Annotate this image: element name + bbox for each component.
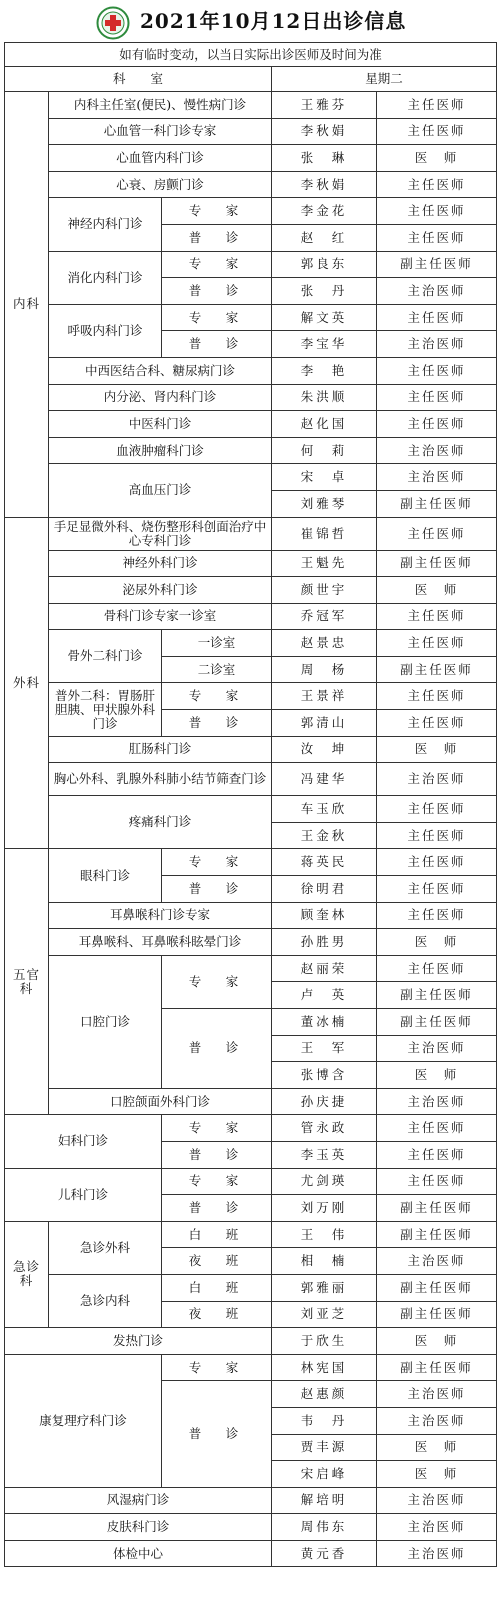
table-row <box>5 384 497 411</box>
type-cell: 普 诊 <box>162 1381 272 1487</box>
doctor-cell: 解培明 <box>272 1487 377 1514</box>
type-cell: 一诊室 <box>162 630 272 657</box>
table-row <box>5 763 497 796</box>
type-cell: 专 家 <box>162 304 272 331</box>
table-row <box>5 1354 497 1381</box>
table-row <box>5 251 497 278</box>
table-row <box>5 464 497 491</box>
dept-cell: 神经外科门诊 <box>49 550 272 577</box>
type-cell: 二诊室 <box>162 656 272 683</box>
doctor-cell: 徐明君 <box>272 876 377 903</box>
dept-cell: 疼痛科门诊 <box>49 796 272 849</box>
type-cell: 夜 班 <box>162 1301 272 1328</box>
type-cell: 专 家 <box>162 955 272 1008</box>
title-cell: 主治医师 <box>377 331 497 358</box>
table-row <box>5 929 497 956</box>
table-row <box>5 437 497 464</box>
doctor-cell: 管永政 <box>272 1115 377 1142</box>
title-cell: 医 师 <box>377 577 497 604</box>
doctor-cell: 于欣生 <box>272 1328 377 1355</box>
doctor-cell: 汝 坤 <box>272 736 377 763</box>
doctor-cell: 赵景忠 <box>272 630 377 657</box>
doctor-cell: 贾丰源 <box>272 1434 377 1461</box>
title-cell: 主任医师 <box>377 1115 497 1142</box>
doctor-cell: 颜世宇 <box>272 577 377 604</box>
dept-cell: 风湿病门诊 <box>5 1487 272 1514</box>
type-cell: 夜 班 <box>162 1248 272 1275</box>
group-cell-neike: 内科 <box>5 92 49 518</box>
doctor-cell: 刘亚芝 <box>272 1301 377 1328</box>
doctor-cell: 王金秋 <box>272 822 377 849</box>
title-cell: 副主任医师 <box>377 1274 497 1301</box>
dept-cell: 肛肠科门诊 <box>49 736 272 763</box>
dept-cell: 手足显微外科、烧伤整形科创面治疗中心专科门诊 <box>49 517 272 550</box>
doctor-cell: 周 杨 <box>272 656 377 683</box>
doctor-cell: 张 琳 <box>272 145 377 172</box>
type-cell: 专 家 <box>162 1168 272 1195</box>
notice-row <box>5 43 497 67</box>
table-row <box>5 1274 497 1301</box>
table-row <box>5 902 497 929</box>
title-cell: 主治医师 <box>377 1540 497 1567</box>
table-row <box>5 603 497 630</box>
type-cell: 白 班 <box>162 1221 272 1248</box>
doctor-cell: 李宝华 <box>272 331 377 358</box>
table-row <box>5 145 497 172</box>
doctor-cell: 林宪国 <box>272 1354 377 1381</box>
doctor-cell: 王 伟 <box>272 1221 377 1248</box>
table-row <box>5 955 497 982</box>
title-cell: 主治医师 <box>377 1381 497 1408</box>
doctor-cell: 董冰楠 <box>272 1009 377 1036</box>
title-cell: 主任医师 <box>377 822 497 849</box>
title-cell: 主治医师 <box>377 1514 497 1541</box>
title-cell: 副主任医师 <box>377 1354 497 1381</box>
doctor-cell: 黄元香 <box>272 1540 377 1567</box>
table-row <box>5 92 497 119</box>
table-row <box>5 1088 497 1115</box>
notice-text: 如有临时变动，以当日实际出诊医师及时间为准 <box>5 43 497 67</box>
type-cell: 普 诊 <box>162 1195 272 1222</box>
title-cell: 主任医师 <box>377 517 497 550</box>
doctor-cell: 孙庆捷 <box>272 1088 377 1115</box>
table-row <box>5 1540 497 1567</box>
table-row <box>5 1221 497 1248</box>
header-row <box>5 67 497 92</box>
table-row <box>5 1328 497 1355</box>
title-cell: 副主任医师 <box>377 251 497 278</box>
doctor-cell: 王景祥 <box>272 683 377 710</box>
title-cell: 副主任医师 <box>377 1009 497 1036</box>
doctor-cell: 车玉欣 <box>272 796 377 823</box>
title-cell: 医 师 <box>377 1328 497 1355</box>
doctor-cell: 崔锦哲 <box>272 517 377 550</box>
title-cell: 副主任医师 <box>377 982 497 1009</box>
table-row <box>5 796 497 823</box>
dept-cell: 妇科门诊 <box>5 1115 162 1168</box>
dept-cell: 皮肤科门诊 <box>5 1514 272 1541</box>
type-cell: 白 班 <box>162 1274 272 1301</box>
dept-cell: 体检中心 <box>5 1540 272 1567</box>
doctor-cell: 冯建华 <box>272 763 377 796</box>
doctor-cell: 赵 红 <box>272 224 377 251</box>
table-row <box>5 849 497 876</box>
doctor-cell: 何 莉 <box>272 437 377 464</box>
dept-cell: 消化内科门诊 <box>49 251 162 304</box>
title-cell: 副主任医师 <box>377 490 497 517</box>
title-cell: 主治医师 <box>377 1248 497 1275</box>
doctor-cell: 张 丹 <box>272 278 377 305</box>
doctor-cell: 相 楠 <box>272 1248 377 1275</box>
dept-cell: 呼吸内科门诊 <box>49 304 162 357</box>
dept-cell: 内科主任室(便民)、慢性病门诊 <box>49 92 272 119</box>
title-cell: 主任医师 <box>377 683 497 710</box>
title-cell: 主任医师 <box>377 1141 497 1168</box>
doctor-cell: 尤剑瑛 <box>272 1168 377 1195</box>
doctor-cell: 李秋娟 <box>272 118 377 145</box>
table-row <box>5 198 497 225</box>
doctor-cell: 卢 英 <box>272 982 377 1009</box>
doctor-cell: 刘雅琴 <box>272 490 377 517</box>
doctor-cell: 王雅芬 <box>272 92 377 119</box>
doctor-cell: 韦 丹 <box>272 1407 377 1434</box>
title-cell: 医 师 <box>377 1461 497 1488</box>
title-cell: 主任医师 <box>377 849 497 876</box>
schedule-table <box>4 42 497 1567</box>
doctor-cell: 赵丽荣 <box>272 955 377 982</box>
title-cell: 主任医师 <box>377 411 497 438</box>
doctor-cell: 李 艳 <box>272 357 377 384</box>
dept-cell: 高血压门诊 <box>49 464 272 517</box>
dept-cell: 中西医结合科、糖尿病门诊 <box>49 357 272 384</box>
table-row <box>5 1487 497 1514</box>
dept-cell: 儿科门诊 <box>5 1168 162 1221</box>
table-row <box>5 683 497 710</box>
dept-cell: 血液肿瘤科门诊 <box>49 437 272 464</box>
group-cell-wuguan: 五官科 <box>5 849 49 1115</box>
title-cell: 主任医师 <box>377 224 497 251</box>
dept-cell: 泌尿外科门诊 <box>49 577 272 604</box>
title-cell: 主任医师 <box>377 603 497 630</box>
type-cell: 普 诊 <box>162 1009 272 1089</box>
type-cell: 专 家 <box>162 1354 272 1381</box>
title-cell: 主任医师 <box>377 955 497 982</box>
title-cell: 主治医师 <box>377 763 497 796</box>
page-title: 2021年10月12日出诊信息 <box>140 9 407 33</box>
title-cell: 主治医师 <box>377 464 497 491</box>
table-row <box>5 304 497 331</box>
title-cell: 医 师 <box>377 736 497 763</box>
doctor-cell: 王 军 <box>272 1035 377 1062</box>
title-cell: 主任医师 <box>377 876 497 903</box>
table-row <box>5 171 497 198</box>
title-cell: 副主任医师 <box>377 1301 497 1328</box>
group-cell-waike: 外科 <box>5 517 49 849</box>
dept-cell: 急诊外科 <box>49 1221 162 1274</box>
column-header-dept: 科 室 <box>5 67 272 92</box>
type-cell: 专 家 <box>162 1115 272 1142</box>
title-cell: 医 师 <box>377 929 497 956</box>
doctor-cell: 孙胜男 <box>272 929 377 956</box>
group-cell-jizhen: 急诊科 <box>5 1221 49 1327</box>
dept-cell: 口腔颌面外科门诊 <box>49 1088 272 1115</box>
doctor-cell: 蒋英民 <box>272 849 377 876</box>
dept-cell: 心血管内科门诊 <box>49 145 272 172</box>
title-cell: 主任医师 <box>377 796 497 823</box>
doctor-cell: 顾奎林 <box>272 902 377 929</box>
doctor-cell: 郭清山 <box>272 710 377 737</box>
title-cell: 主任医师 <box>377 902 497 929</box>
dept-cell: 骨科门诊专家一诊室 <box>49 603 272 630</box>
dept-cell: 急诊内科 <box>49 1274 162 1327</box>
doctor-cell: 李秋娟 <box>272 171 377 198</box>
type-cell: 专 家 <box>162 849 272 876</box>
dept-cell: 神经内科门诊 <box>49 198 162 251</box>
title-cell: 主任医师 <box>377 198 497 225</box>
dept-cell: 骨外二科门诊 <box>49 630 162 683</box>
table-row <box>5 1115 497 1142</box>
table-row <box>5 577 497 604</box>
table-row <box>5 736 497 763</box>
type-cell: 专 家 <box>162 683 272 710</box>
doctor-cell: 赵惠颜 <box>272 1381 377 1408</box>
doctor-cell: 解文英 <box>272 304 377 331</box>
type-cell: 普 诊 <box>162 278 272 305</box>
doctor-cell: 张博含 <box>272 1062 377 1089</box>
dept-cell: 胸心外科、乳腺外科肺小结节筛查门诊 <box>49 763 272 796</box>
title-cell: 主任医师 <box>377 384 497 411</box>
title-cell: 主任医师 <box>377 304 497 331</box>
doctor-cell: 李金花 <box>272 198 377 225</box>
dept-cell: 耳鼻喉科、耳鼻喉科眩晕门诊 <box>49 929 272 956</box>
dept-cell: 普外二科：胃肠肝胆胰、甲状腺外科门诊 <box>49 683 162 736</box>
type-cell: 普 诊 <box>162 331 272 358</box>
title-cell: 主任医师 <box>377 118 497 145</box>
doctor-cell: 宋 卓 <box>272 464 377 491</box>
title-cell: 主任医师 <box>377 630 497 657</box>
doctor-cell: 宋启峰 <box>272 1461 377 1488</box>
table-row <box>5 517 497 550</box>
doctor-cell: 赵化国 <box>272 411 377 438</box>
type-cell: 普 诊 <box>162 1141 272 1168</box>
dept-cell: 康复理疗科门诊 <box>5 1354 162 1487</box>
column-header-day: 星期二 <box>272 67 497 92</box>
title-cell: 主任医师 <box>377 710 497 737</box>
hospital-logo-icon <box>96 6 130 40</box>
dept-cell: 口腔门诊 <box>49 955 162 1088</box>
dept-cell: 眼科门诊 <box>49 849 162 902</box>
table-row <box>5 550 497 577</box>
title-cell: 主治医师 <box>377 1035 497 1062</box>
title-cell: 主任医师 <box>377 1168 497 1195</box>
title-cell: 主治医师 <box>377 1407 497 1434</box>
table-row <box>5 1514 497 1541</box>
title-cell: 主任医师 <box>377 92 497 119</box>
doctor-cell: 刘万刚 <box>272 1195 377 1222</box>
title-cell: 副主任医师 <box>377 656 497 683</box>
title-cell: 主治医师 <box>377 278 497 305</box>
title-cell: 主治医师 <box>377 437 497 464</box>
type-cell: 专 家 <box>162 251 272 278</box>
dept-cell: 心血管一科门诊专家 <box>49 118 272 145</box>
title-cell: 副主任医师 <box>377 1221 497 1248</box>
title-cell: 主任医师 <box>377 357 497 384</box>
doctor-cell: 乔冠军 <box>272 603 377 630</box>
doctor-cell: 王魁先 <box>272 550 377 577</box>
doctor-cell: 李玉英 <box>272 1141 377 1168</box>
dept-cell: 中医科门诊 <box>49 411 272 438</box>
dept-cell: 内分泌、肾内科门诊 <box>49 384 272 411</box>
dept-cell: 发热门诊 <box>5 1328 272 1355</box>
table-row <box>5 357 497 384</box>
type-cell: 专 家 <box>162 198 272 225</box>
page-header <box>0 0 500 42</box>
doctor-cell: 郭雅丽 <box>272 1274 377 1301</box>
type-cell: 普 诊 <box>162 710 272 737</box>
title-cell: 主治医师 <box>377 1487 497 1514</box>
title-cell: 医 师 <box>377 145 497 172</box>
table-row <box>5 411 497 438</box>
title-cell: 主任医师 <box>377 171 497 198</box>
doctor-cell: 郭良东 <box>272 251 377 278</box>
doctor-cell: 朱洪顺 <box>272 384 377 411</box>
title-cell: 主治医师 <box>377 1088 497 1115</box>
type-cell: 普 诊 <box>162 876 272 903</box>
title-cell: 副主任医师 <box>377 550 497 577</box>
title-cell: 医 师 <box>377 1434 497 1461</box>
table-row <box>5 118 497 145</box>
type-cell: 普 诊 <box>162 224 272 251</box>
dept-cell: 心衰、房颤门诊 <box>49 171 272 198</box>
doctor-cell: 周伟东 <box>272 1514 377 1541</box>
title-cell: 医 师 <box>377 1062 497 1089</box>
title-cell: 副主任医师 <box>377 1195 497 1222</box>
table-row <box>5 1168 497 1195</box>
table-row <box>5 630 497 657</box>
dept-cell: 耳鼻喉科门诊专家 <box>49 902 272 929</box>
